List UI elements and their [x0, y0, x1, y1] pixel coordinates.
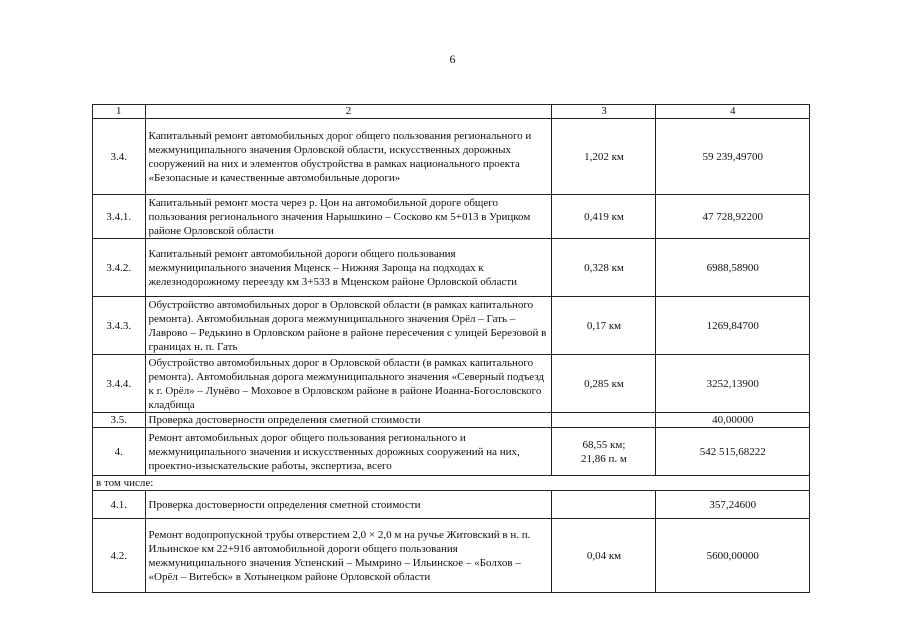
row-description: Капитальный ремонт автомобильных дорог общего пользования регионального и межмуниципального значения Орловской области, искусственных дорожных сооружений на них и элементов обустройства в рамках национального проекта «Безопасные и качественные автомобильные дороги» — [145, 119, 552, 195]
table-header-row — [93, 105, 810, 119]
header-cell-4: 4 — [656, 105, 810, 119]
row-amount: 6988,58900 — [656, 239, 810, 297]
row-description: Проверка достоверности определения сметной стоимости — [145, 491, 552, 519]
row-quantity — [552, 491, 656, 519]
row-amount: 5600,00000 — [656, 519, 810, 593]
row-quantity: 0,328 км — [552, 239, 656, 297]
row-number: 3.4.4. — [93, 355, 146, 413]
quantity-line: 21,86 п. м — [581, 452, 627, 465]
row-quantity: 1,202 км — [552, 119, 656, 195]
row-amount: 1269,84700 — [656, 297, 810, 355]
table-row — [93, 428, 810, 476]
row-amount: 59 239,49700 — [656, 119, 810, 195]
row-description: Обустройство автомобильных дорог в Орловской области (в рамках капитального ремонта). Автомобильная дорога межмуниципального значения «Северный подъезд к г. Орёл» – Лунёво – Моховое в Орловском районе в районе Иоанна-Богословского кладбища — [145, 355, 552, 413]
row-amount: 3252,13900 — [656, 355, 810, 413]
row-number: 3.4.3. — [93, 297, 146, 355]
table-row — [93, 491, 810, 519]
row-number: 3.4.1. — [93, 195, 146, 239]
page-number: 6 — [449, 52, 456, 66]
row-description: Капитальный ремонт моста через р. Цон на автомобильной дороге общего пользования регионального значения Нарышкино – Сосково км 5+013 в Урицком районе Орловской области — [145, 195, 552, 239]
row-number: 4.1. — [93, 491, 146, 519]
budget-table — [92, 104, 810, 593]
row-amount: 40,00000 — [656, 413, 810, 428]
header-cell-1: 1 — [93, 105, 146, 119]
table-row — [93, 239, 810, 297]
header-cell-2: 2 — [145, 105, 552, 119]
table-row — [93, 413, 810, 428]
row-number: 3.5. — [93, 413, 146, 428]
quantity-line: 68,55 км; — [582, 438, 626, 451]
row-quantity: 0,04 км — [552, 519, 656, 593]
row-amount: 542 515,68222 — [656, 428, 810, 476]
row-amount: 47 728,92200 — [656, 195, 810, 239]
table-row — [93, 519, 810, 593]
row-description: Обустройство автомобильных дорог в Орловской области (в рамках капитального ремонта). Автомобильная дорога межмуниципального значения Орёл – Гать – Лаврово – Редькино в Орловском районе в районе пересечения с улицей Березовой в границах н. п. Гать — [145, 297, 552, 355]
header-cell-3: 3 — [552, 105, 656, 119]
row-number: 3.4. — [93, 119, 146, 195]
row-quantity: 0,285 км — [552, 355, 656, 413]
subheader-row — [93, 476, 810, 491]
row-quantity: 0,419 км — [552, 195, 656, 239]
table-row — [93, 195, 810, 239]
row-description: Ремонт водопропускной трубы отверстием 2,0 × 2,0 м на ручье Житовский в н. п. Ильинское км 22+916 автомобильной дороги общего пользования межмуниципального значения Успенский – Мымрино – Ильинское – «Болхов – «Орёл – Витебск» в Хотынецком районе Орловской области — [145, 519, 552, 593]
table-row — [93, 355, 810, 413]
row-amount: 357,24600 — [656, 491, 810, 519]
row-number: 4.2. — [93, 519, 146, 593]
row-quantity: 0,17 км — [552, 297, 656, 355]
row-quantity — [552, 413, 656, 428]
row-description: Ремонт автомобильных дорог общего пользования регионального и межмуниципального значения и искусственных дорожных сооружений на них, проектно-изыскательские работы, экспертиза, всего — [145, 428, 552, 476]
row-number: 3.4.2. — [93, 239, 146, 297]
row-description: Капитальный ремонт автомобильной дороги общего пользования межмуниципального значения Мценск – Нижняя Зароща на подходах к железнодорожному переезду км 3+533 в Мценском районе Орловской области — [145, 239, 552, 297]
table-row — [93, 297, 810, 355]
row-quantity — [552, 428, 656, 476]
row-number: 4. — [93, 428, 146, 476]
row-description: Проверка достоверности определения сметной стоимости — [145, 413, 552, 428]
subheader-text: в том числе: — [93, 476, 810, 491]
table-row — [93, 119, 810, 195]
